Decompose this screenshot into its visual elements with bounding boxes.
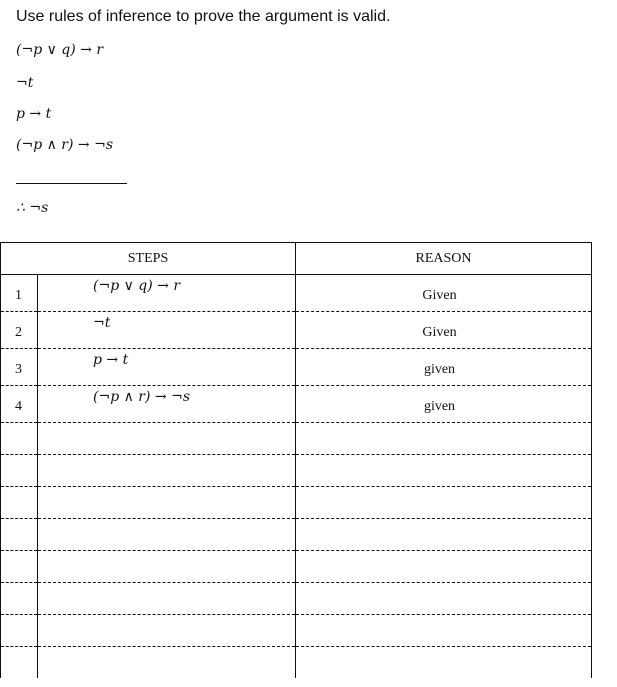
reason-cell[interactable] [296, 615, 592, 647]
instruction-text: Use rules of inference to prove the argument is valid. [16, 8, 391, 25]
reason-cell[interactable] [296, 551, 592, 583]
step-number [1, 519, 38, 551]
empty-table-row[interactable] [1, 583, 592, 615]
reason-cell[interactable]: Given [296, 275, 592, 312]
premise-4: (¬p ∧ r) → ¬s [16, 137, 114, 153]
step-cell[interactable]: (¬p ∧ r) → ¬s [38, 386, 296, 423]
step-cell[interactable]: p → t [38, 349, 296, 386]
steps-header: STEPS [1, 243, 296, 275]
reason-cell[interactable] [296, 455, 592, 487]
proof-table [0, 242, 592, 678]
empty-table-row[interactable] [1, 615, 592, 647]
conclusion: ∴ ¬s [16, 200, 49, 216]
empty-table-row[interactable] [1, 551, 592, 583]
step-cell[interactable] [38, 615, 296, 647]
conclusion-divider [16, 183, 127, 184]
step-number [1, 455, 38, 487]
step-number [1, 647, 38, 679]
step-cell[interactable] [38, 423, 296, 455]
premise-1: (¬p ∨ q) → r [16, 42, 104, 58]
premise-2: ¬t [16, 75, 34, 91]
empty-table-row[interactable] [1, 487, 592, 519]
step-cell[interactable]: (¬p ∨ q) → r [38, 275, 296, 312]
reason-cell[interactable] [296, 423, 592, 455]
table-row[interactable] [1, 312, 592, 349]
step-number: 4 [1, 386, 38, 423]
step-number [1, 615, 38, 647]
reason-header: REASON [296, 243, 592, 275]
reason-cell[interactable] [296, 583, 592, 615]
step-cell[interactable] [38, 487, 296, 519]
table-row[interactable] [1, 386, 592, 423]
premise-3: p → t [16, 106, 52, 122]
step-cell[interactable] [38, 583, 296, 615]
table-row[interactable] [1, 275, 592, 312]
empty-table-row[interactable] [1, 647, 592, 679]
reason-cell[interactable] [296, 519, 592, 551]
step-cell[interactable] [38, 519, 296, 551]
step-cell[interactable]: ¬t [38, 312, 296, 349]
reason-cell[interactable] [296, 487, 592, 519]
step-number [1, 583, 38, 615]
step-number: 3 [1, 349, 38, 386]
step-cell[interactable] [38, 647, 296, 679]
step-cell[interactable] [38, 455, 296, 487]
empty-table-row[interactable] [1, 519, 592, 551]
reason-cell[interactable] [296, 647, 592, 679]
step-number [1, 487, 38, 519]
reason-cell[interactable]: given [296, 349, 592, 386]
step-number [1, 423, 38, 455]
table-header-row [1, 243, 592, 275]
step-number [1, 551, 38, 583]
reason-cell[interactable]: Given [296, 312, 592, 349]
table-row[interactable] [1, 349, 592, 386]
step-number: 2 [1, 312, 38, 349]
empty-table-row[interactable] [1, 455, 592, 487]
empty-table-row[interactable] [1, 423, 592, 455]
step-number: 1 [1, 275, 38, 312]
step-cell[interactable] [38, 551, 296, 583]
reason-cell[interactable]: given [296, 386, 592, 423]
